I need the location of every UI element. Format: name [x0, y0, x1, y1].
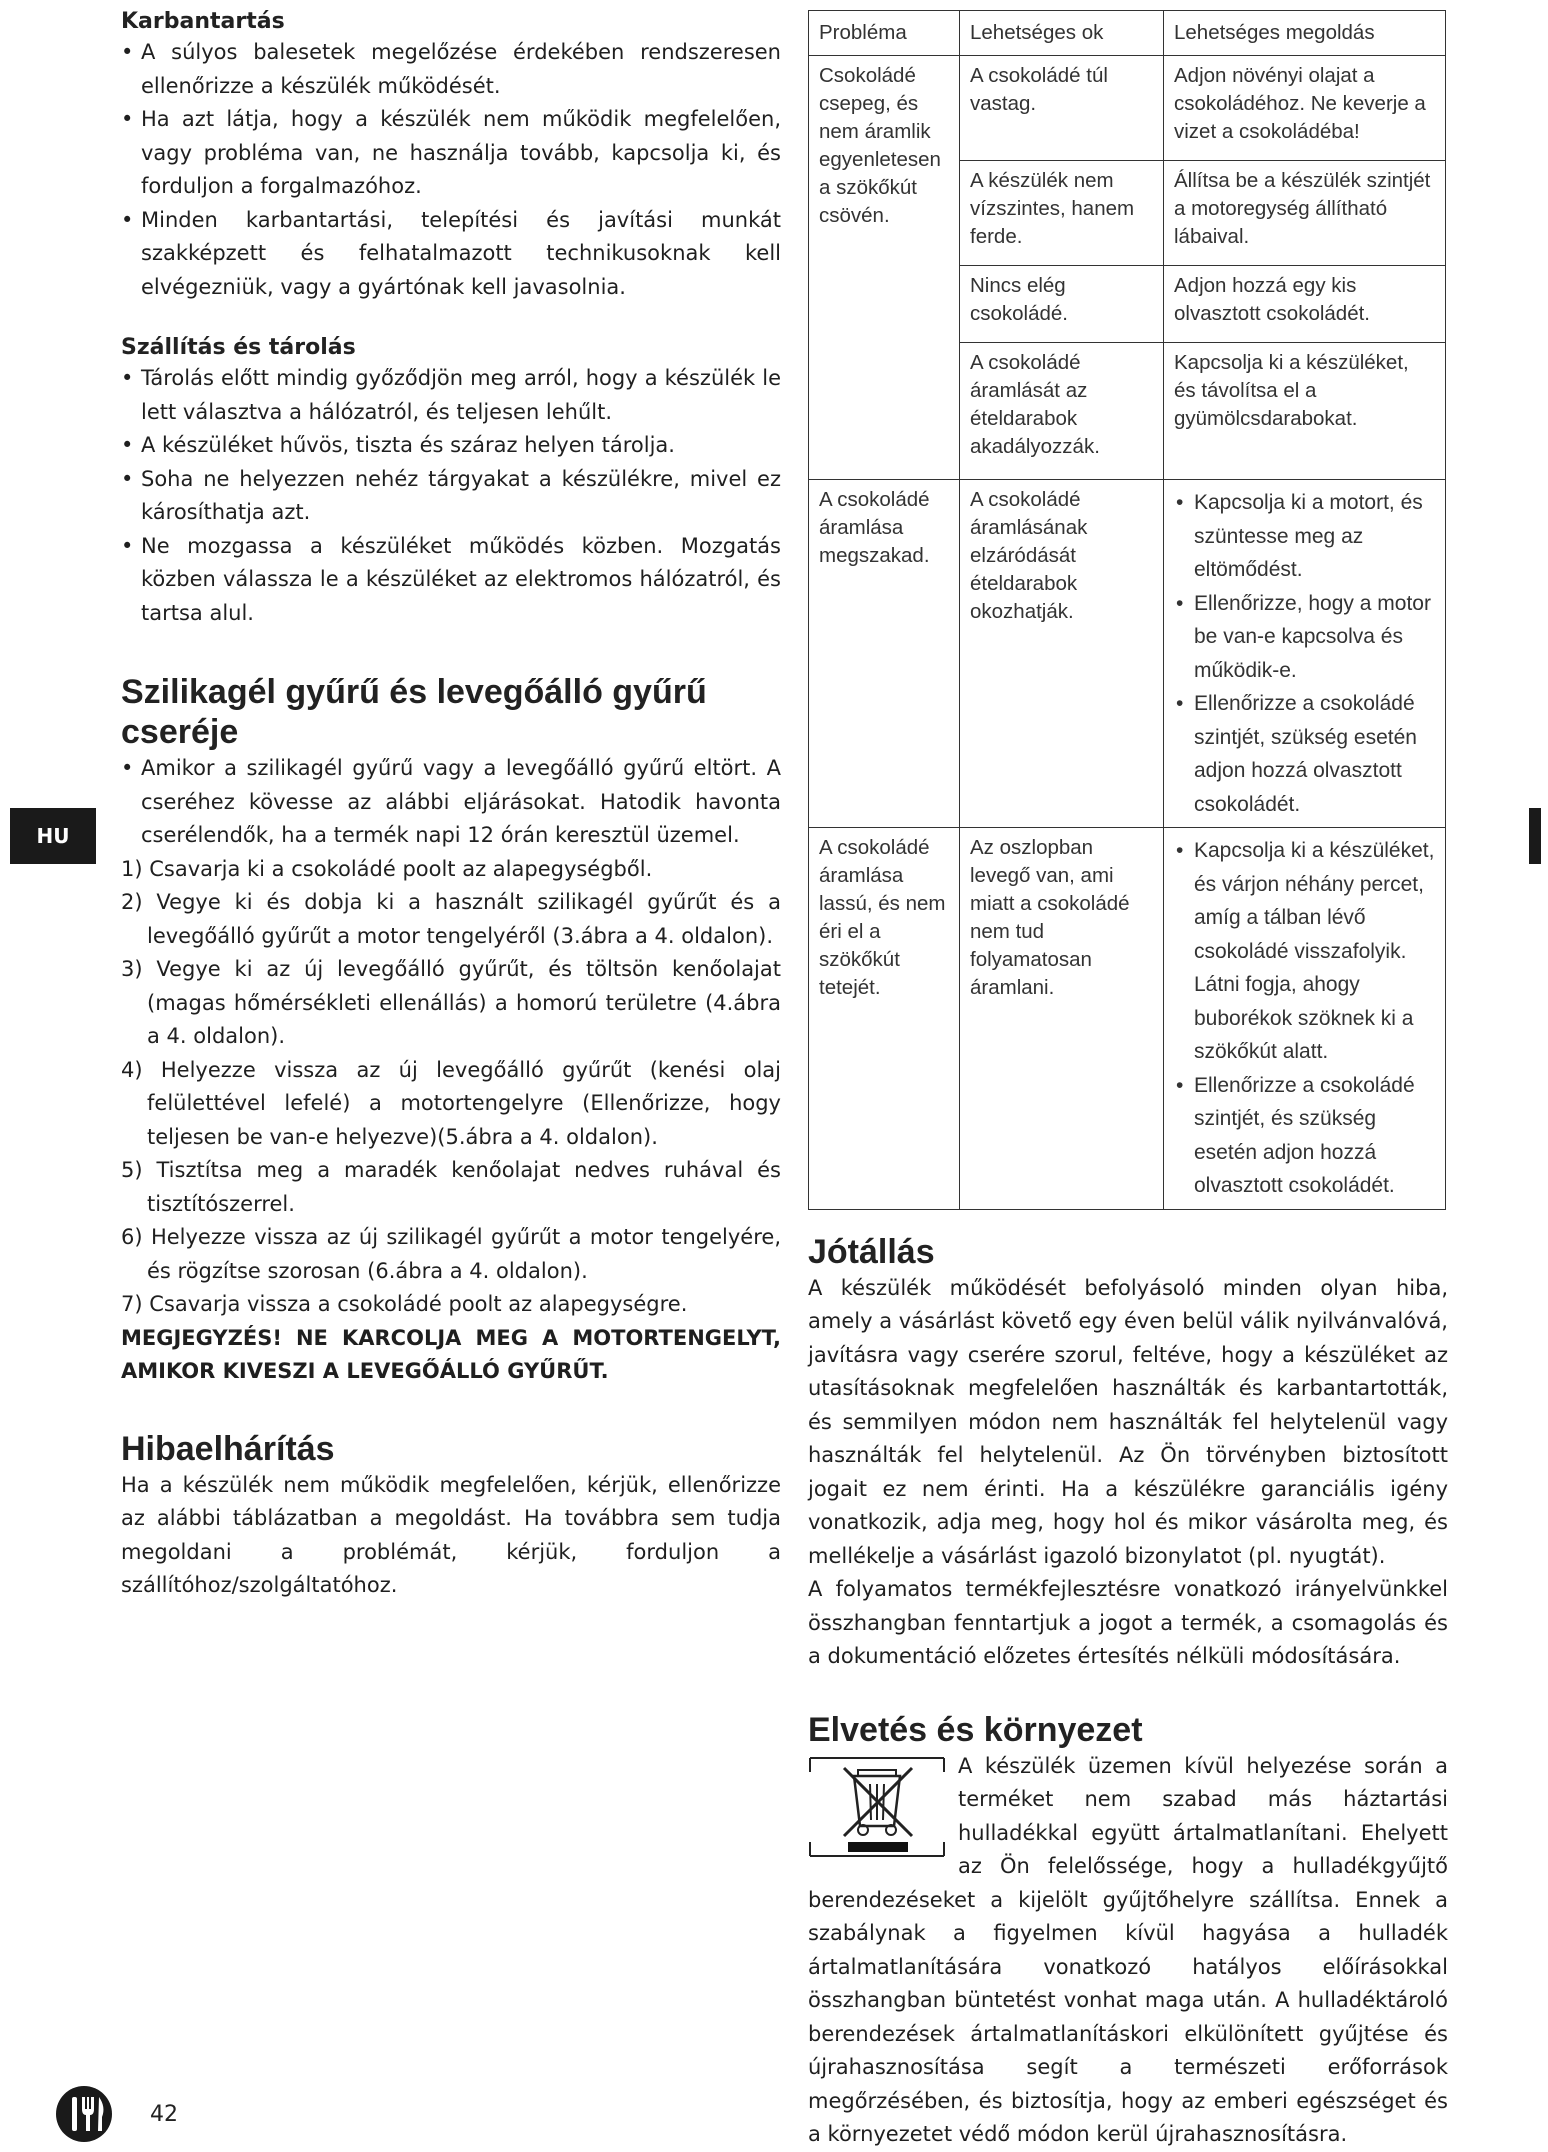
problem-cell: A csokoládé áramlása megszakad. — [809, 480, 960, 828]
troubleshooting-title: Hibaelhárítás — [121, 1429, 335, 1468]
troubleshooting-section — [121, 1429, 781, 1603]
cause-cell: A csokoládé túl vastag. — [960, 56, 1164, 161]
troubleshooting-text: Ha a készülék nem működik megfelelően, kérjük, ellenőrizze az alábbi táblázatban a megoldást. Ha továbbra sem tudja megoldani a problémát, kérjük, forduljon a szállítóhoz/szolgáltatóhoz. — [121, 1472, 781, 1597]
transport-title: Szállítás és tárolás — [121, 335, 356, 360]
page-number: 42 — [150, 2102, 178, 2127]
cause-cell: Az oszlopban levegő van, ami miatt a csokoládé nem tud folyamatosan áramlani. — [960, 828, 1164, 1210]
maintenance-title: Karbantartás — [121, 9, 285, 34]
solution-cell: Kapcsolja ki a készüléket, és távolítsa el a gyümölcsdarabokat. — [1164, 343, 1446, 480]
maintenance-list — [121, 36, 781, 304]
cause-cell: A csokoládé áramlásának elzáródását ételdarabok okozhatják. — [960, 480, 1164, 828]
solution-cell: Adjon hozzá egy kis olvasztott csokoládét. — [1164, 266, 1446, 343]
cause-cell: Nincs elég csokoládé. — [960, 266, 1164, 343]
step-item: 7) Csavarja vissza a csokoládé poolt az alapegységre. — [121, 1292, 688, 1316]
solution-list — [1174, 834, 1435, 1203]
transport-section — [121, 334, 781, 630]
solution-cell: Adjon növényi olajat a csokoládéhoz. Ne keverje a vizet a csokoládéba! — [1164, 56, 1446, 161]
step-item: 3) Vegye ki az új levegőálló gyűrűt, és töltsön kenőolajat (magas hőmérsékleti ellenállás) a homorú területre (4.ábra a 4. oldalon). — [121, 957, 781, 1048]
step-item: 2) Vegye ki és dobja ki a használt szilikagél gyűrűt és a levegőálló gyűrűt a motor tengelyéről (3.ábra a 4. oldalon). — [121, 890, 781, 948]
disposal-text: A készülék üzemen kívül helyezése során a terméket nem szabad más háztartási hulladékkal együtt ártalmatlanítani. Ehelyett az Ön felelőssége, hogy a hulladékgyűjtő berendezéseket a kijelölt gyűjtőhelyre szállítsa. Ennek a szabálynak a figyelmen kívül hagyása a hulladék ártalmatlanítására vonatkozó hatályos előírásokkal összhangban büntetést vonhat maga után. A hulladéktároló berendezések ártalmatlanításkori elkülönített gyűjtése és újrahasznosítása segít a természeti erőforrások megőrzésében, és biztosítja, hogy az emberi egészséget és a környezetet védő módon kerül újrahasznosításra. — [808, 1753, 1448, 2146]
disposal-section — [808, 1710, 1448, 2152]
problem-cell: A csokoládé áramlása lassú, és nem éri el a szökőkút tetejét. — [809, 828, 960, 1210]
table-row — [809, 828, 1446, 1210]
header-cause: Lehetséges ok — [960, 11, 1164, 56]
warranty-section — [808, 1232, 1448, 1674]
list-item: • Ne mozgassa a készüléket működés közben. Mozgatás közben válassza le a készüléket az elektromos hálózatról, és tartsa alul. — [121, 530, 781, 631]
troubleshooting-table — [808, 10, 1446, 1210]
ring-replacement-section — [121, 672, 781, 1389]
step-item: 1) Csavarja ki a csokoládé poolt az alapegységből. — [121, 856, 653, 881]
cause-cell: A csokoládé áramlását az ételdarabok akadályozzák. — [960, 343, 1164, 480]
warranty-title: Jótállás — [808, 1232, 935, 1271]
left-column — [121, 8, 781, 1603]
right-edge-tab-marker — [1529, 808, 1541, 864]
right-column — [808, 10, 1448, 2152]
solution-cell: Állítsa be a készülék szintjét a motoregység állítható lábaival. — [1164, 161, 1446, 266]
list-item: • A készüléket hűvös, tiszta és száraz helyen tárolja. — [121, 429, 781, 463]
header-problem: Probléma — [809, 11, 960, 56]
warning-note: MEGJEGYZÉS! NE KARCOLJA MEG A MOTORTENGELYT, AMIKOR KIVESZI A LEVEGŐÁLLÓ GYŰRŰT. — [121, 1325, 781, 1383]
header-solution: Lehetséges megoldás — [1164, 11, 1446, 56]
table-row — [809, 56, 1446, 161]
list-item: • Ellenőrizze a csokoládé szintjét, és szükség esetén adjon hozzá olvasztott csokoládét. — [1174, 1069, 1435, 1203]
weee-crossed-bin-icon — [808, 1754, 946, 1860]
solution-cell — [1164, 480, 1446, 828]
list-item: • Soha ne helyezzen nehéz tárgyakat a készülékre, mivel ez károsíthatja azt. — [121, 463, 781, 530]
solution-list — [1174, 486, 1435, 821]
list-item: • Kapcsolja ki a készüléket, és várjon néhány percet, amíg a tálban lévő csokoládé visszafolyik. Látni fogja, ahogy buborékok szöknek ki a szökőkút alatt. — [1174, 834, 1435, 1069]
list-item: • Tárolás előtt mindig győződjön meg arról, hogy a készülék le lett választva a hálózatról, és teljesen lehűlt. — [121, 362, 781, 429]
language-tab-label: HU — [36, 824, 70, 848]
disposal-title: Elvetés és környezet — [808, 1710, 1143, 1749]
table-header-row — [809, 11, 1446, 56]
brand-logo-icon — [55, 2085, 117, 2143]
transport-list — [121, 362, 781, 630]
ring-replacement-intro-list — [121, 752, 781, 853]
ring-replacement-steps — [121, 853, 781, 1322]
list-item: • Ha azt látja, hogy a készülék nem működik megfelelően, vagy probléma van, ne használja tovább, kapcsolja ki, és forduljon a forgalmazóhoz. — [121, 103, 781, 204]
warranty-paragraph: A folyamatos termékfejlesztésre vonatkozó irányelvünkkel összhangban fenntartjuk a jogot a termék, a csomagolás és a dokumentáció előzetes értesítés nélküli módosítására. — [808, 1577, 1448, 1668]
step-item: 6) Helyezze vissza az új szilikagél gyűrűt a motor tengelyére, és rögzítse szorosan (6.ábra a 4. oldalon). — [121, 1225, 781, 1283]
language-tab-hu — [10, 808, 96, 864]
list-item: • Ellenőrizze, hogy a motor be van-e kapcsolva és működik-e. — [1174, 587, 1435, 688]
table-row — [809, 480, 1446, 828]
step-item: 4) Helyezze vissza az új levegőálló gyűrűt (kenési olaj felülettével lefelé) a motortengelyre (Ellenőrizze, hogy teljesen be van-e helyezve)(5.ábra a 4. oldalon). — [121, 1057, 781, 1149]
warranty-paragraph: A készülék működését befolyásoló minden olyan hiba, amely a vásárlást követő egy éven belül válik nyilvánvalóvá, javításra vagy cserére szorul, feltéve, hogy a készüléket az utasításoknak megfelelően használták és karbantartották, és semmilyen módon nem használták fel helytelenül vagy használták fel helytelenül. Az Ön törvényben biztosított jogait ez nem érinti. Ha a készülékre garanciális igény vonatkozik, adja meg, hogy hol és mikor vásárolta meg, és mellékelje a vásárlást igazoló bizonylatot (pl. nyugtát). — [808, 1275, 1448, 1568]
problem-cell: Csokoládé csepeg, és nem áramlik egyenletesen a szökőkút csövén. — [809, 56, 960, 480]
list-item: • Ellenőrizze a csokoládé szintjét, szükség esetén adjon hozzá olvasztott csokoládét. — [1174, 687, 1435, 821]
maintenance-section — [121, 8, 781, 304]
list-item: • Kapcsolja ki a motort, és szüntesse meg az eltömődést. — [1174, 486, 1435, 587]
step-item: 5) Tisztítsa meg a maradék kenőolajat nedves ruhával és tisztítószerrel. — [121, 1158, 781, 1216]
ring-replacement-title: Szilikagél gyűrű és levegőálló gyűrű cseréje — [121, 673, 707, 751]
solution-cell — [1164, 828, 1446, 1210]
list-item: • A súlyos balesetek megelőzése érdekében rendszeresen ellenőrizze a készülék működését. — [121, 36, 781, 103]
cause-cell: A készülék nem vízszintes, hanem ferde. — [960, 161, 1164, 266]
list-item: • Minden karbantartási, telepítési és javítási munkát szakképzett és felhatalmazott technikusoknak kell elvégezniük, vagy a gyártónak kell javasolnia. — [121, 204, 781, 305]
list-item: • Amikor a szilikagél gyűrű vagy a levegőálló gyűrű eltört. A cseréhez kövesse az alábbi eljárásokat. Hatodik havonta cserélendők, ha a termék napi 12 órán keresztül üzemel. — [121, 752, 781, 853]
